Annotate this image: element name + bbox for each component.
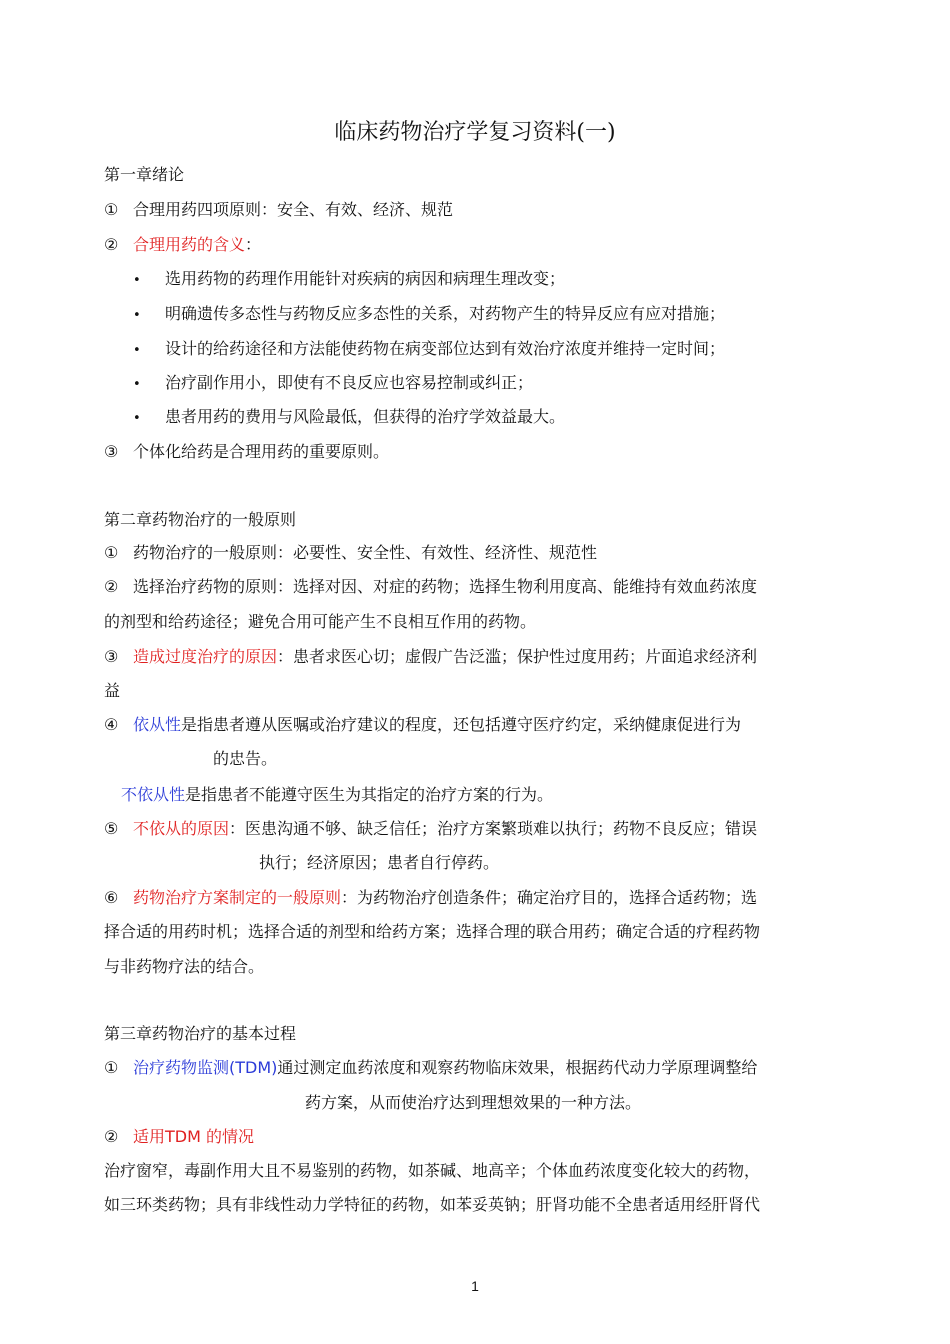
bullet-mark: • <box>133 343 141 358</box>
bullet-text: 明确遗传多态性与药物反应多态性的关系，对药物产生的特异反应有应对措施； <box>165 304 726 323</box>
ch2-item-4b <box>121 784 553 806</box>
highlight-term: 适用 <box>133 1127 166 1146</box>
ch3-paragraph-line-2: 如三环类药物；具有非线性动力学特征的药物，如苯妥英钠；肝肾功能不全患者适用经肝肾代 <box>104 1195 761 1214</box>
ch3-paragraph-line-1: 治疗窗窄，毒副作用大且不易鉴别的药物，如茶碱、地高辛；个体血药浓度变化较大的药物， <box>104 1161 761 1180</box>
bullet-mark: • <box>133 377 141 392</box>
bullet-item <box>133 372 533 396</box>
highlight-term: 不依从性 <box>121 785 186 804</box>
document-title: 临床药物治疗学复习资料(一) <box>334 120 616 145</box>
highlight-term: 药物治疗方案制定的一般原则 <box>133 888 342 907</box>
ch2-item-4 <box>104 714 741 736</box>
item-number: ② <box>104 235 119 254</box>
ch3-item-1 <box>104 1057 757 1079</box>
ch2-item-1 <box>104 542 597 564</box>
bullet-text: 治疗副作用小，即使有不良反应也容易控制或纠正； <box>165 373 534 392</box>
ch1-item-1 <box>104 199 453 221</box>
item-text: 合理用药四项原则：安全、有效、经济、规范 <box>133 200 454 219</box>
item-number: ③ <box>104 647 119 666</box>
ch2-item-3-cont: 益 <box>104 681 121 700</box>
bullet-item <box>133 268 565 292</box>
bullet-item <box>133 406 565 430</box>
highlight-term: 依从性 <box>133 715 182 734</box>
highlight-term: 合理用药的含义 <box>133 235 246 254</box>
chapter-3-heading: 第三章药物治疗的基本过程 <box>104 1024 297 1043</box>
ch2-item-2-cont: 的剂型和给药途径；避免合用可能产生不良相互作用的药物。 <box>104 612 537 631</box>
bullet-text: 患者用药的费用与风险最低，但获得的治疗学效益最大。 <box>165 407 566 426</box>
item-number: ③ <box>104 442 119 461</box>
item-number: ⑥ <box>104 888 119 907</box>
item-number: ② <box>104 577 119 596</box>
highlight-term-abbr: (TDM) <box>229 1058 278 1077</box>
bullet-mark: • <box>133 308 141 323</box>
item-text: 个体化给药是合理用药的重要原则。 <box>133 442 390 461</box>
item-text: 药物治疗的一般原则：必要性、安全性、有效性、经济性、规范性 <box>133 543 598 562</box>
item-text: 选择治疗药物的原则：选择对因、对症的药物；选择生物利用度高、能维持有效血药浓度 <box>133 577 758 596</box>
item-number: ① <box>104 1058 119 1077</box>
ch2-item-3 <box>104 646 757 668</box>
bullet-item <box>133 303 725 327</box>
item-text: 通过测定血药浓度和观察药物临床效果，根据药代动力学原理调整给 <box>277 1058 758 1077</box>
ch2-item-6 <box>104 887 757 909</box>
ch2-item-6-cont: 择合适的用药时机；选择合适的剂型和给药方案；选择合理的联合用药；确定合适的疗程药物 <box>104 922 761 941</box>
ch2-item-4-cont: 的忠告。 <box>213 749 278 768</box>
highlight-term-abbr: TDM <box>165 1127 201 1146</box>
bullet-mark: • <box>133 273 141 288</box>
page-number: 1 <box>471 1278 479 1294</box>
item-text: 是指患者遵从医嘱或治疗建议的程度，还包括遵守医疗约定，采纳健康促进行为 <box>181 715 742 734</box>
item-number: ④ <box>104 715 119 734</box>
highlight-term: 造成过度治疗的原因 <box>133 647 278 666</box>
item-text: ：患者求医心切；虚假广告泛滥；保护性过度用药；片面追求经济利 <box>277 647 758 666</box>
item-text: 是指患者不能遵守医生为其指定的治疗方案的行为。 <box>185 785 554 804</box>
ch2-item-2 <box>104 576 757 598</box>
ch3-item-2 <box>104 1126 254 1148</box>
ch2-item-5 <box>104 818 757 840</box>
highlight-term: 不依从的原因 <box>133 819 230 838</box>
bullet-text: 选用药物的药理作用能针对疾病的病因和病理生理改变； <box>165 269 566 288</box>
item-text: ： <box>245 235 262 254</box>
highlight-term: 的情况 <box>200 1127 255 1146</box>
item-number: ⑤ <box>104 819 119 838</box>
item-number: ② <box>104 1127 119 1146</box>
ch2-item-6-cont2: 与非药物疗法的结合。 <box>104 957 265 976</box>
highlight-term: 治疗药物监测 <box>133 1058 230 1077</box>
item-text: ：为药物治疗创造条件；确定治疗目的，选择合适药物；选 <box>341 888 758 907</box>
ch1-item-2 <box>104 234 261 256</box>
bullet-text: 设计的给药途径和方法能使药物在病变部位达到有效治疗浓度并维持一定时间； <box>165 339 726 358</box>
item-number: ① <box>104 200 119 219</box>
ch3-item-1-cont: 药方案，从而使治疗达到理想效果的一种方法。 <box>305 1093 642 1112</box>
chapter-2-heading: 第二章药物治疗的一般原则 <box>104 510 297 529</box>
item-text: ：医患沟通不够、缺乏信任；治疗方案繁琐难以执行；药物不良反应；错误 <box>229 819 758 838</box>
chapter-1-heading: 第一章绪论 <box>104 165 185 184</box>
bullet-item <box>133 338 725 362</box>
bullet-mark: • <box>133 411 141 426</box>
item-number: ① <box>104 543 119 562</box>
ch2-item-5-cont: 执行；经济原因；患者自行停药。 <box>259 853 500 872</box>
ch1-item-3 <box>104 441 389 463</box>
